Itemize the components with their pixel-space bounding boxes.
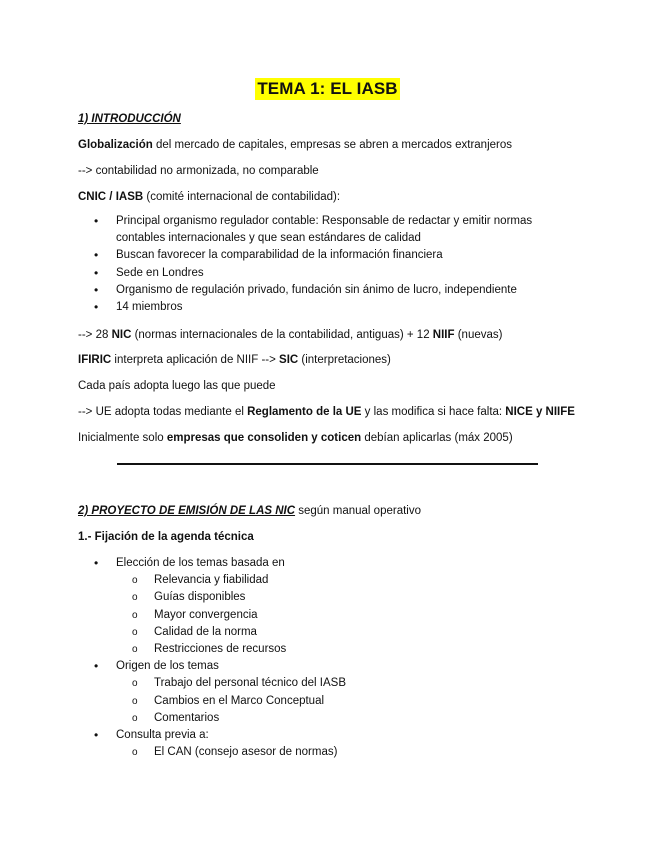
paragraph-ifiric xyxy=(78,353,391,368)
paragraph-text: --> UE adopta todas mediante el xyxy=(78,406,248,418)
paragraph-globalizacion xyxy=(78,138,512,153)
paragraph-contabilidad: --> contabilidad no armonizada, no comparable xyxy=(78,165,319,177)
sub-list-item: o El CAN (consejo asesor de normas) xyxy=(116,744,578,761)
list-item: • Sede en Londres xyxy=(78,265,578,282)
paragraph-cnic xyxy=(78,190,340,205)
paragraph-cada-pais: Cada país adopta luego las que puede xyxy=(78,380,276,392)
term-nic: NIC xyxy=(111,329,132,341)
term-empresas: empresas que consoliden y coticen xyxy=(166,432,362,444)
term-nice-niife: NICE y NIIFE xyxy=(505,406,575,418)
horizontal-divider xyxy=(117,463,538,465)
section-heading-text: 1) INTRODUCCIÓN xyxy=(78,113,181,125)
paragraph-nic-niif xyxy=(78,328,502,343)
iasb-bullet-list xyxy=(78,213,578,316)
term-globalizacion: Globalización xyxy=(78,139,153,151)
sub-list-item: o Mayor convergencia xyxy=(116,607,578,624)
term-sic: SIC xyxy=(279,354,299,366)
list-item-label: Elección de los temas basada en xyxy=(116,557,285,569)
term-niif: NIIF xyxy=(432,329,455,341)
section-heading-text: 2) PROYECTO DE EMISIÓN DE LAS NIC xyxy=(78,505,296,517)
term-reglamento-ue: Reglamento de la UE xyxy=(247,406,362,418)
sub-list xyxy=(116,675,578,727)
term-ifiric: IFIRIC xyxy=(78,354,112,366)
term-cnic-iasb: CNIC / IASB xyxy=(78,191,144,203)
sub-list xyxy=(116,572,578,658)
paragraph-ue xyxy=(78,405,575,420)
section-heading-introduccion xyxy=(78,112,181,127)
sub-list-item: o Guías disponibles xyxy=(116,589,578,606)
sub-list xyxy=(116,744,578,761)
list-item xyxy=(78,727,578,761)
list-item: • 14 miembros xyxy=(78,299,578,316)
paragraph-text: (comité internacional de contabilidad): xyxy=(143,191,341,203)
paragraph-text: interpreta aplicación de NIIF --> xyxy=(111,354,280,366)
paragraph-inicialmente xyxy=(78,431,513,446)
section-heading-proyecto xyxy=(78,504,421,519)
paragraph-text: y las modifica si hace falta: xyxy=(361,406,506,418)
paragraph-text: debían aplicarlas (máx 2005) xyxy=(361,432,513,444)
sub-list-item: o Calidad de la norma xyxy=(116,624,578,641)
list-item xyxy=(78,658,578,727)
subheading-agenda-tecnica: 1.- Fijación de la agenda técnica xyxy=(78,531,254,543)
sub-list-item: o Cambios en el Marco Conceptual xyxy=(116,693,578,710)
list-item: • Organismo de regulación privado, fundación sin ánimo de lucro, independiente xyxy=(78,282,578,299)
title-container xyxy=(0,78,655,100)
paragraph-text: --> 28 xyxy=(78,329,112,341)
paragraph-text: (interpretaciones) xyxy=(298,354,391,366)
page-title: TEMA 1: EL IASB xyxy=(257,79,398,98)
list-item-label: Consulta previa a: xyxy=(116,729,209,742)
list-item: • Buscan favorecer la comparabilidad de la información financiera xyxy=(78,247,578,264)
sub-list-item: o Comentarios xyxy=(116,710,578,727)
agenda-bullet-list xyxy=(78,555,578,761)
sub-list-item: o Trabajo del personal técnico del IASB xyxy=(116,675,578,692)
paragraph-text: (normas internacionales de la contabilidad, antiguas) + 12 xyxy=(131,329,433,341)
list-item xyxy=(78,555,578,658)
sub-list-item: o Restricciones de recursos xyxy=(116,641,578,658)
list-item: • Principal organismo regulador contable: Responsable de redactar y emitir normas contables internacionales y que sean estándares de calidad xyxy=(78,213,578,247)
paragraph-text: del mercado de capitales, empresas se abren a mercados extranjeros xyxy=(152,139,513,151)
sub-list-item: o Relevancia y fiabilidad xyxy=(116,572,578,589)
list-item-label: Origen de los temas xyxy=(116,660,219,673)
paragraph-text: (nuevas) xyxy=(454,329,503,341)
section-heading-suffix: según manual operativo xyxy=(295,505,421,517)
paragraph-text: Inicialmente solo xyxy=(78,432,167,444)
